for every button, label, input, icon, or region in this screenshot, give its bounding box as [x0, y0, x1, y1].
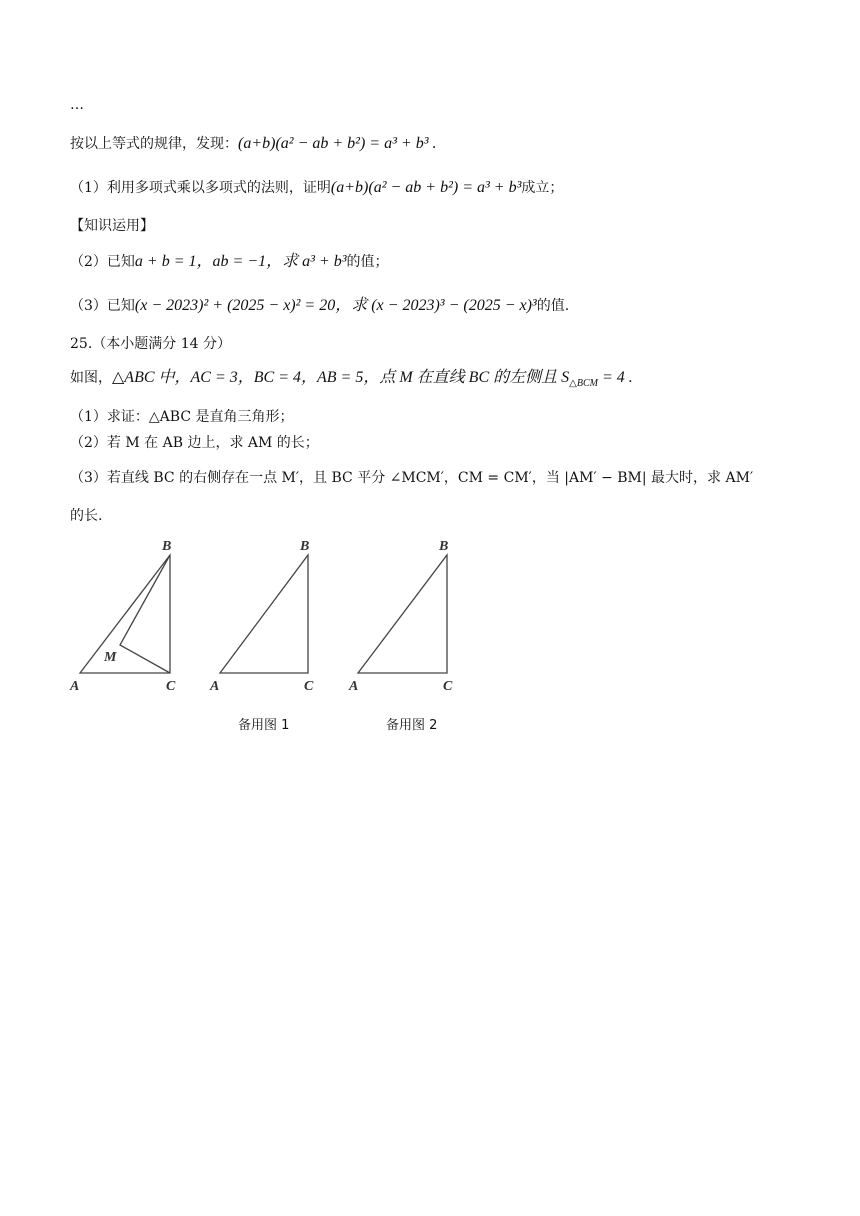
- label-a-spare-2: A: [349, 679, 359, 694]
- ellipsis: …: [70, 97, 84, 113]
- figures: [60, 530, 480, 700]
- label-a-main: A: [70, 679, 80, 694]
- q3-formula: (x − 2023)² + (2025 − x)² = 20，求 (x − 2023)³ − (2025 − x)³: [134, 297, 537, 314]
- spare-figure-2: [348, 539, 453, 694]
- label-c-spare-2: C: [443, 679, 453, 694]
- label-b-spare-2: B: [439, 539, 449, 554]
- triangle-abc-spare-2: [358, 555, 447, 673]
- problem-25-q3: （3）若直线 BC 的右侧存在一点 M′，且 BC 平分 ∠MCM′，CM = CM′，当 |AM′ − BM| 最大时，求 AM′: [70, 470, 754, 486]
- question-3: [70, 296, 569, 316]
- rule-formula: (a+b)(a² − ab + b²) = a³ + b³ .: [238, 135, 437, 152]
- q1-suffix: 成立；: [521, 180, 564, 196]
- p25-intro-a: 如图，: [70, 370, 112, 386]
- caption-spare-2: 备用图 2: [386, 718, 438, 733]
- q2-suffix: 的值；: [346, 254, 389, 270]
- q3-prefix: （3）已知: [70, 298, 135, 314]
- q2-prefix: （2）已知: [70, 254, 135, 270]
- label-c-main: C: [166, 679, 176, 694]
- q3-suffix: 的值.: [536, 298, 570, 314]
- p25-intro-end: = 4 .: [597, 369, 633, 386]
- problem-25-q1: （1）求证：△ABC 是直角三角形；: [70, 409, 294, 425]
- q1-prefix: （1）利用多项式乘以多项式的法则，证明: [70, 180, 331, 196]
- question-2: [70, 252, 389, 272]
- rule-line: [70, 134, 436, 154]
- triangle-abc-spare-1: [220, 555, 308, 673]
- problem-25-q3-cont: 的长.: [70, 508, 103, 524]
- problem-25-header: 25.（本小题满分 14 分）: [70, 336, 231, 352]
- p25-intro-sub: △BCM: [569, 377, 598, 389]
- section-title: 【知识运用】: [70, 218, 154, 234]
- spare-figure-1: [209, 539, 314, 694]
- problem-25-q2: （2）若 M 在 AB 边上，求 AM 的长；: [70, 435, 319, 451]
- q1-formula: (a+b)(a² − ab + b²) = a³ + b³: [330, 179, 522, 196]
- triangle-abc-main: [80, 555, 170, 673]
- triangle-bmc: [120, 555, 170, 673]
- label-c-spare-1: C: [304, 679, 314, 694]
- label-b-spare-1: B: [300, 539, 310, 554]
- question-1: [70, 178, 563, 198]
- rule-intro: 按以上等式的规律，发现：: [70, 136, 238, 152]
- label-a-spare-1: A: [210, 679, 220, 694]
- problem-25-intro: [70, 368, 633, 394]
- label-m-main: M: [104, 650, 117, 665]
- label-b-main: B: [162, 539, 172, 554]
- main-figure: [69, 539, 176, 694]
- p25-intro-math: △ABC 中，AC = 3，BC = 4，AB = 5，点 M 在直线 BC 的左侧且 S: [112, 369, 570, 386]
- q2-formula: a + b = 1，ab = −1，求 a³ + b³: [134, 253, 347, 270]
- caption-spare-1: 备用图 1: [238, 718, 290, 733]
